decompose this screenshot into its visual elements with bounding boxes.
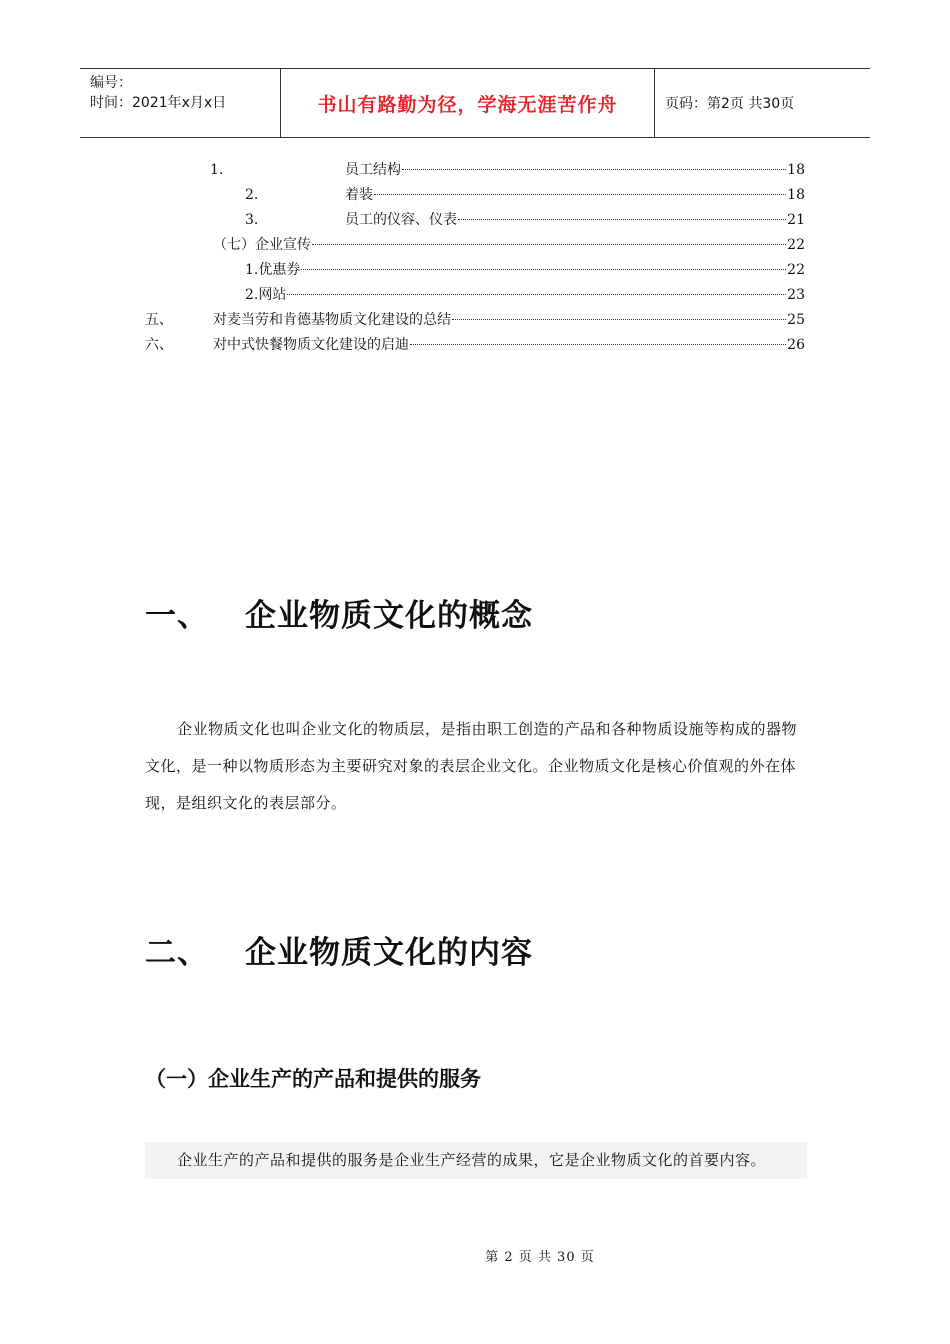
toc-entry-number: 1.	[210, 162, 224, 178]
serial-label: 编号：	[90, 75, 132, 91]
section-heading-2	[145, 927, 533, 972]
toc-entry-page: 26	[787, 337, 805, 353]
toc-entry-title: 对麦当劳和肯德基物质文化建设的总结	[213, 312, 451, 328]
toc-entry	[145, 309, 805, 331]
section-1-paragraph: 企业物质文化也叫企业文化的物质层，是指由职工创造的产品和各种物质设施等构成的器物文化，是一种以物质形态为主要研究对象的表层企业文化。企业物质文化是核心价值观的外在体现，是组织文化的表层部分。	[145, 720, 798, 812]
toc-entry-title: 着装	[345, 187, 373, 203]
toc-entry-title: 1.优惠券	[245, 262, 301, 278]
toc-entry-page: 21	[787, 212, 805, 228]
section-title: 企业物质文化的概念	[245, 598, 533, 634]
toc-entry-title: （七）企业宣传	[213, 237, 311, 253]
subsection-heading: （一）企业生产的产品和提供的服务	[145, 1067, 481, 1091]
toc-leader	[312, 244, 786, 245]
toc-entry-page: 22	[787, 262, 805, 278]
page-header	[80, 68, 870, 138]
toc-entry	[245, 184, 805, 206]
toc-entry	[245, 259, 805, 281]
section-number: 一、	[145, 598, 209, 634]
toc-leader	[374, 194, 786, 195]
toc-entry	[213, 234, 805, 256]
section-number: 二、	[145, 935, 209, 971]
page-footer	[0, 1246, 950, 1265]
toc-entry-page: 23	[787, 287, 805, 303]
section-2-paragraph: 企业生产的产品和提供的服务是企业生产经营的成果，它是企业物质文化的首要内容。	[145, 1142, 807, 1179]
toc-leader	[452, 319, 786, 320]
toc-entry	[245, 209, 805, 231]
toc-entry-page: 18	[787, 187, 805, 203]
section-heading-1	[145, 590, 533, 635]
toc-entry-number: 五、	[145, 312, 173, 328]
toc-entry-title: 员工的仪容、仪表	[345, 212, 457, 228]
toc-entry-page: 18	[787, 162, 805, 178]
toc-entry	[245, 284, 805, 306]
toc-entry-title: 员工结构	[345, 162, 401, 178]
toc-entry-title: 对中式快餐物质文化建设的启迪	[213, 337, 409, 353]
toc-leader	[402, 169, 786, 170]
toc-entry	[145, 334, 805, 356]
header-motto: 书山有路勤为径，学海无涯苦作舟	[280, 69, 655, 137]
section-title: 企业物质文化的内容	[245, 935, 533, 971]
toc-leader	[301, 269, 786, 270]
header-page-info: 页码：第2页 共30页	[665, 96, 795, 112]
toc-leader	[287, 294, 786, 295]
toc-entry-page: 22	[787, 237, 805, 253]
toc-leader	[410, 344, 786, 345]
toc-entry	[210, 159, 805, 181]
footer-page-number: 第 2 页 共 30 页	[485, 1250, 595, 1265]
toc-entry-title: 2.网站	[245, 287, 287, 303]
toc-entry-number: 六、	[145, 337, 173, 353]
header-meta	[80, 69, 280, 137]
toc-entry-number: 3.	[245, 212, 259, 228]
toc-entry-page: 25	[787, 312, 805, 328]
toc-entry-number: 2.	[245, 187, 259, 203]
date-label: 时间：2021年x月x日	[90, 95, 227, 111]
toc-leader	[458, 219, 786, 220]
